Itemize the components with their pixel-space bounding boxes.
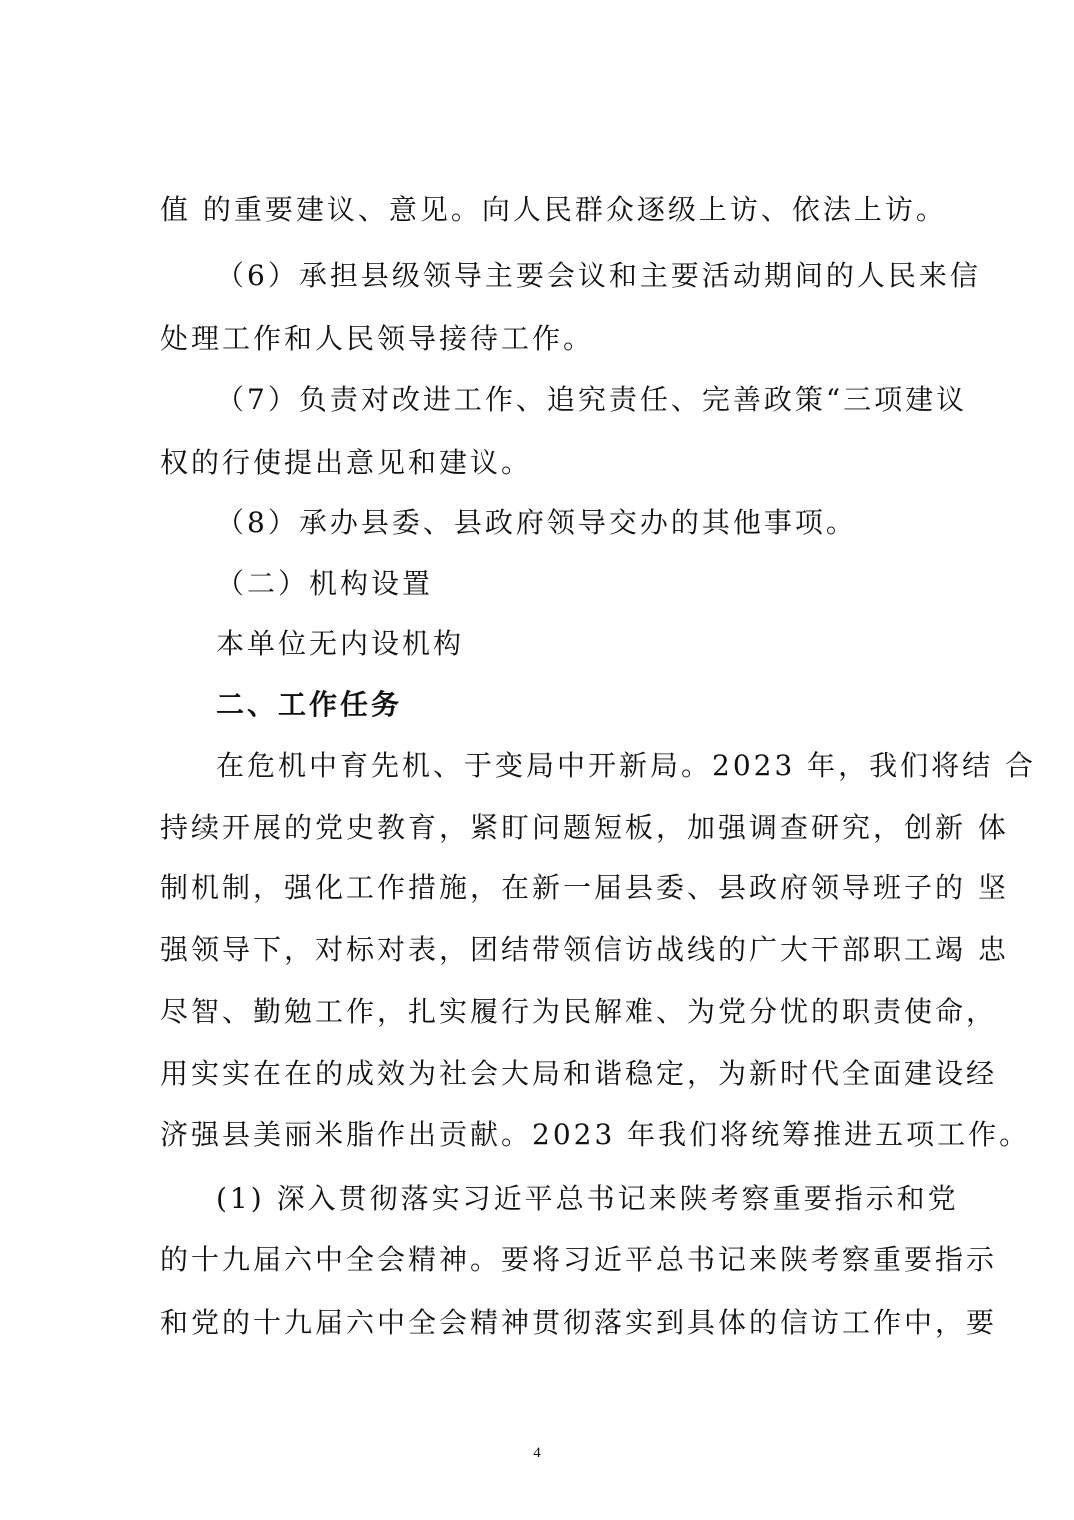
body-line: 权的行使提出意见和建议。 (160, 446, 533, 479)
task-item-1-line: (1) 深入贯彻落实习近平总书记来陕考察重要指示和党 (216, 1182, 959, 1215)
duty-item-8-line: （8）承办县委、县政府领导交办的其他事项。 (216, 506, 857, 539)
paragraph-line: 和党的十九届六中全会精神贯彻落实到具体的信访工作中，要 (160, 1306, 998, 1339)
duty-item-7-line: （7）负责对改进工作、追究责任、完善政策“三项建议 (216, 383, 968, 416)
body-line: 本单位无内设机构 (216, 627, 465, 660)
paragraph-line: 强领导下，对标对表，团结带领信访战线的广大干部职工竭 忠 (160, 933, 1009, 966)
paragraph-line: 的十九届六中全会精神。要将习近平总书记来陕考察重要指示 (160, 1243, 998, 1276)
section-heading: 二、工作任务 (216, 688, 403, 721)
subsection-heading: （二）机构设置 (216, 567, 434, 600)
paragraph-line: 用实实在在的成效为社会大局和谐稳定，为新时代全面建设经 (160, 1057, 998, 1090)
body-line: 处理工作和人民领导接待工作。 (160, 322, 595, 355)
paragraph-line: 尽智、勤勉工作，扎实履行为民解难、为党分忧的职责使命， (160, 995, 998, 1028)
paragraph-line: 制机制，强化工作措施，在新一届县委、县政府领导班子的 坚 (160, 871, 1009, 904)
page-number: 4 (533, 1445, 541, 1461)
paragraph-line: 在危机中育先机、于变局中开新局。2023 年，我们将结 合 (216, 749, 1037, 782)
body-line: 值 的重要建议、意见。向人民群众逐级上访、依法上访。 (160, 193, 947, 226)
duty-item-6-line: （6）承担县级领导主要会议和主要活动期间的人民来信 (216, 259, 981, 292)
paragraph-line: 持续开展的党史教育，紧盯问题短板，加强调查研究，创新 体 (160, 811, 1009, 844)
paragraph-line: 济强县美丽米脂作出贡献。2023 年我们将统筹推进五项工作。 (160, 1118, 1031, 1151)
